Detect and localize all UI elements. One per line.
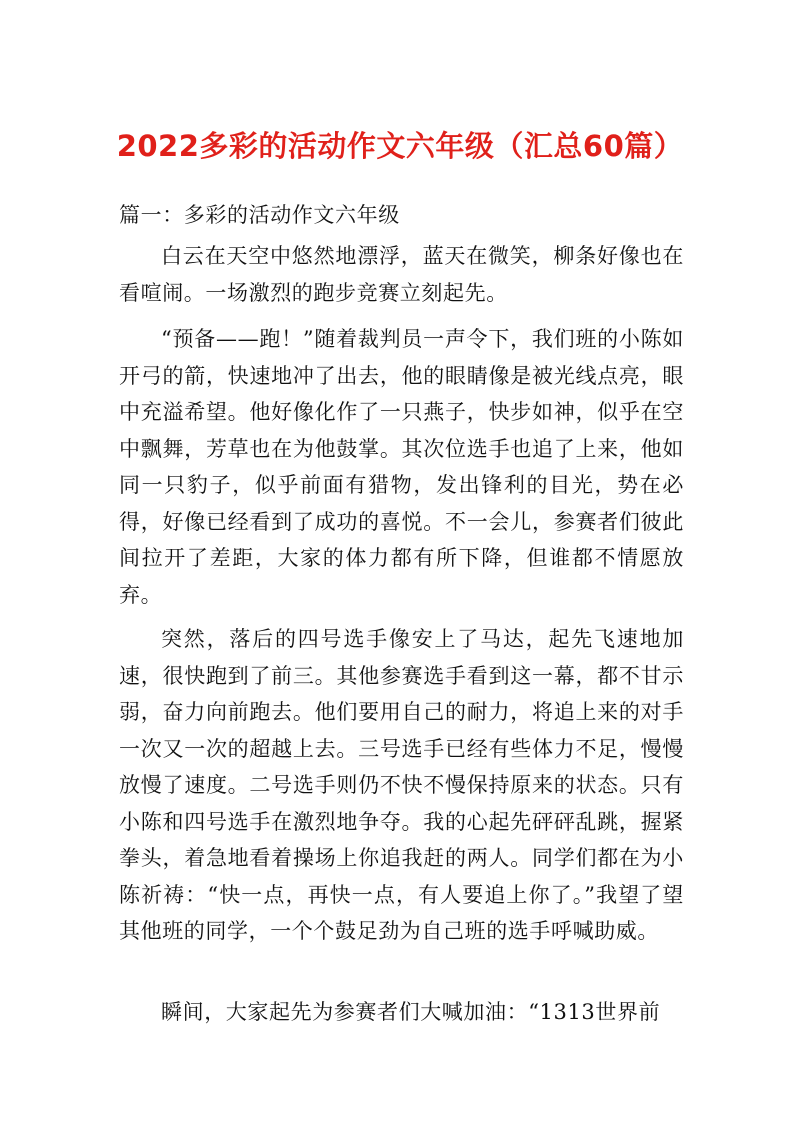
paragraph-1: 白云在天空中悠然地漂浮，蓝天在微笑，柳条好像也在看喧闹。一场激烈的跑步竞赛立刻起先。 [119, 244, 684, 305]
paragraph-2: “预备——跑！”随着裁判员一声令下，我们班的小陈如开弓的箭，快速地冲了出去，他的眼睛像是被光线点亮，眼中充溢希望。他好像化作了一只燕子，快步如神，似乎在空中飘舞，芳草也在为他鼓掌。其次位选手也追了上来，他如同一只豹子，似乎前面有猎物，发出锋利的目光，势在必得，好像已经看到了成功的喜悦。不一会儿，参赛者们彼此间拉开了差距，大家的体力都有所下降，但谁都不情愿放弃。 [119, 327, 684, 607]
paragraph-4: 瞬间，大家起先为参赛者们大喊加油：“1313世界前 [161, 1000, 661, 1024]
section-heading: 篇一：多彩的活动作文六年级 [119, 203, 400, 227]
paragraph-3: 突然，落后的四号选手像安上了马达，起先飞速地加速，很快跑到了前三。其他参赛选手看到这一幕，都不甘示弱，奋力向前跑去。他们要用自己的耐力，将追上来的对手一次又一次的超越上去。三号选手已经有些体力不足，慢慢放慢了速度。二号选手则仍不快不慢保持原来的状态。只有小陈和四号选手在激烈地争夺。我的心起先砰砰乱跳，握紧拳头，着急地看着操场上你追我赶的两人。同学们都在为小陈祈祷：“快一点，再快一点，有人要追上你了。”我望了望其他班的同学，一个个鼓足劲为自己班的选手呼喊助威。 [119, 627, 684, 943]
document-title: 2022多彩的活动作文六年级（汇总60篇） [116, 129, 684, 163]
